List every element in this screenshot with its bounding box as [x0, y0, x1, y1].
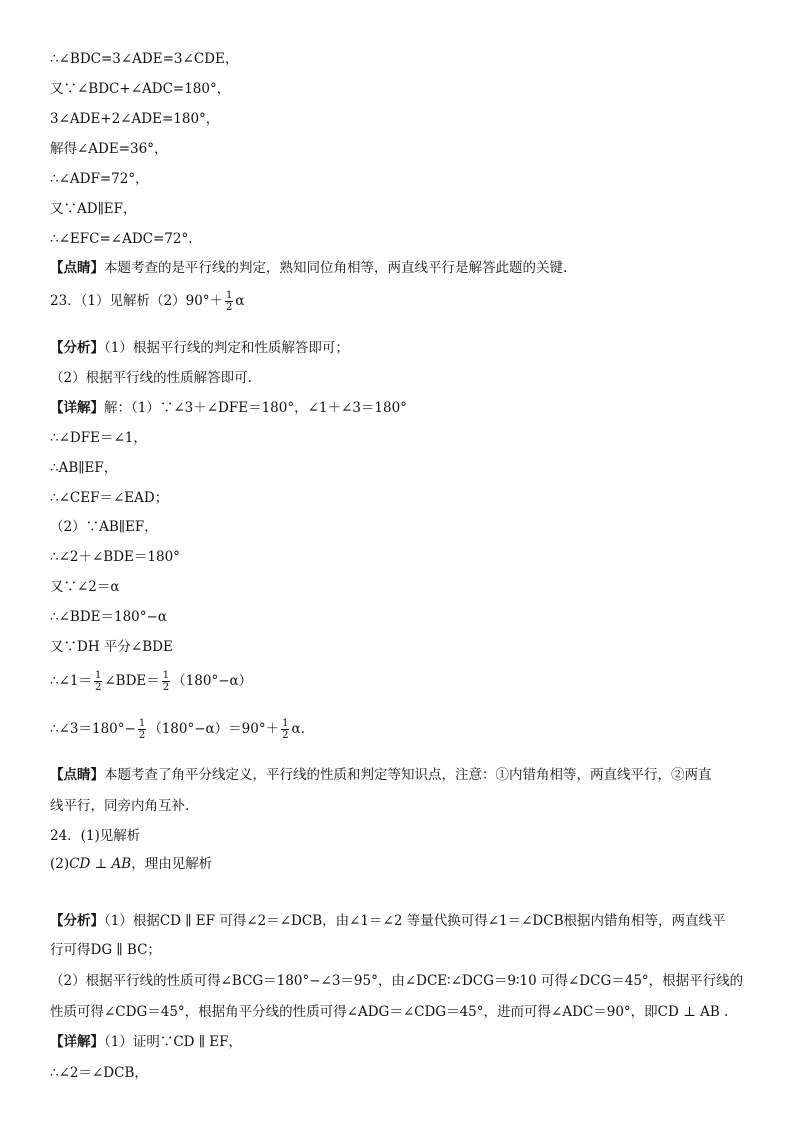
section-tag: 【详解】: [50, 1034, 104, 1050]
text-line: ∴∠EFC=∠ADC=72°.: [50, 231, 193, 247]
text-line: ∴∠2＝∠DCB，: [50, 1065, 148, 1081]
text-line: 【详解】解：（1）∵∠3＋∠DFE＝180°，∠1＋∠3＝180°: [50, 400, 407, 416]
text-line: ∴AB∥EF，: [50, 460, 118, 476]
text-line: (2)CD ⊥ AB，理由见解析: [50, 856, 213, 872]
text-line: ∴∠ADF=72°，: [50, 171, 149, 187]
fraction: $\frac{1}{2}$: [138, 718, 146, 741]
equation-line: ∴∠1＝ $\frac{1}{2}$ ∠BDE＝ $\frac{1}{2}$ （180°−α）: [50, 670, 253, 693]
answer-23: 23．（1）见解析（2）90°＋ $\frac{1}{2}$ α: [50, 290, 245, 313]
text-line: 线平行，同旁内角互补.: [50, 798, 190, 814]
text-line: 行可得DG ∥ BC；: [50, 942, 161, 958]
section-tag: 【点睛】: [50, 260, 104, 276]
text-line: ∴∠BDE＝180°−α: [50, 609, 167, 625]
fraction: $\frac{1}{2}$: [162, 670, 170, 693]
section-tag: 【分析】: [50, 913, 104, 929]
fraction: $\frac{1}{2}$: [282, 718, 289, 741]
text-line: （2）根据平行线的性质解答即可.: [50, 370, 252, 386]
text-line: ∴∠CEF＝∠EAD；: [50, 490, 169, 506]
text-line: （2）∵AB∥EF，: [50, 519, 158, 535]
text-line: ∴∠BDC=3∠ADE=3∠CDE，: [50, 51, 239, 67]
text-line: 又∵AD∥EF，: [50, 201, 137, 217]
section-tag: 【点睛】: [50, 767, 104, 783]
text-line: 【详解】（1）证明∵CD ∥ EF，: [50, 1034, 243, 1050]
text-line: 又∵∠2＝α: [50, 579, 120, 595]
text-line: 又∵∠BDC+∠ADC=180°，: [50, 81, 231, 97]
text-line: 性质可得∠CDG＝45°，根据角平分线的性质可得∠ADG＝∠CDG＝45°，进而可得∠ADC＝90°，即CD ⊥ AB .: [50, 1004, 729, 1020]
text-line: 24．(1)见解析: [50, 828, 141, 844]
text-line: （2）根据平行线的性质可得∠BCG＝180°−∠3＝95°，由∠DCE∶∠DCG＝9∶10 可得∠DCG＝45°，根据平行线的: [50, 973, 744, 989]
text-line: 3∠ADE+2∠ADE=180°，: [50, 111, 220, 127]
text-line: 【点睛】本题考查了角平分线定义，平行线的性质和判定等知识点，注意：①内错角相等，两直线平行，②两直: [50, 767, 712, 783]
section-tag: 【分析】: [50, 340, 104, 356]
section-tag: 【详解】: [50, 400, 104, 416]
text-line: ∴∠2＋∠BDE＝180°: [50, 549, 180, 565]
fraction: $\frac{1}{2}$: [95, 670, 102, 693]
equation-line: ∴∠3＝180°− $\frac{1}{2}$ （180°−α）＝90°＋ $\frac{1}{2}$ α.: [50, 718, 305, 741]
text-line: ∴∠DFE＝∠1，: [50, 430, 147, 446]
text-line: 又∵DH 平分∠BDE: [50, 639, 173, 655]
text-line: 【分析】（1）根据平行线的判定和性质解答即可；: [50, 340, 349, 356]
text-line: 解得∠ADE=36°，: [50, 141, 168, 157]
fraction: $\frac{1}{2}$: [226, 290, 233, 313]
text-line: 【点睛】本题考查的是平行线的判定，熟知同位角相等，两直线平行是解答此题的关键.: [50, 260, 568, 276]
text-line: 【分析】（1）根据CD ∥ EF 可得∠2＝∠DCB，由∠1＝∠2 等量代换可得∠1＝∠DCB根据内错角相等，两直线平: [50, 913, 726, 929]
